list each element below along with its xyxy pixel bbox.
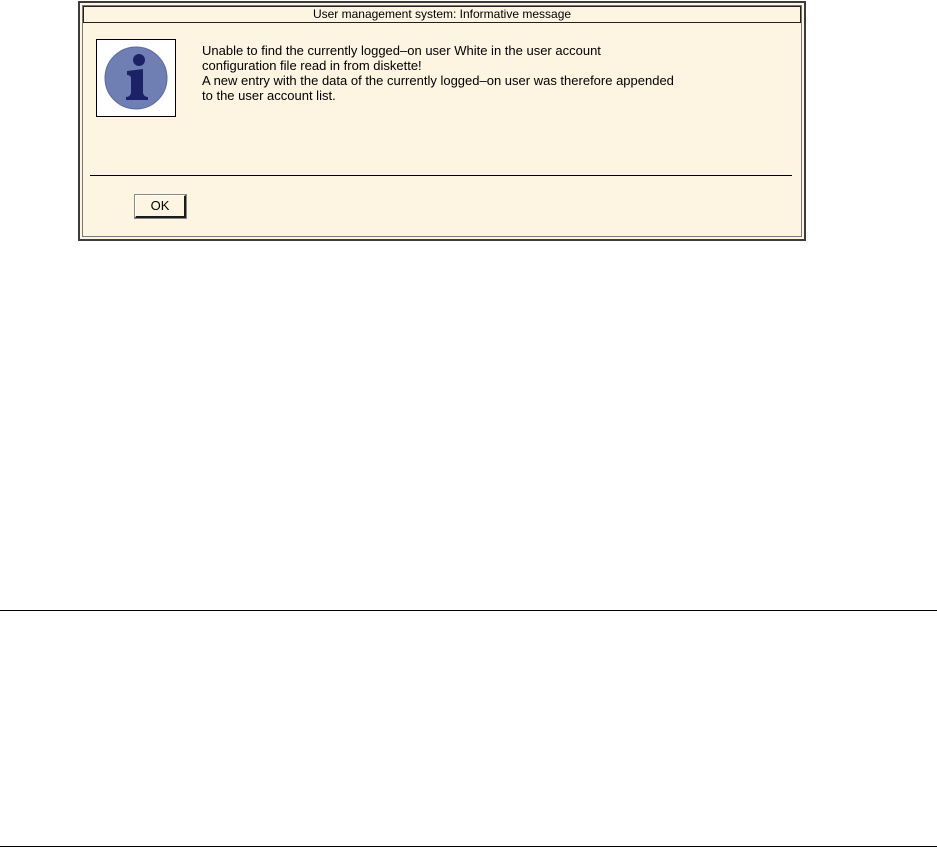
page-divider [0, 610, 937, 611]
message-line: configuration file read in from diskette! [202, 58, 422, 73]
informative-message-dialog [78, 1, 806, 241]
message-line: Unable to find the currently logged–on user White in the user account [202, 43, 601, 58]
message-line: to the user account list. [202, 88, 336, 103]
info-icon [97, 40, 175, 116]
page-divider [0, 846, 937, 847]
message-line: A new entry with the data of the currently logged–on user was therefore appended [202, 73, 674, 88]
dialog-title: User management system: Informative message [83, 6, 801, 23]
info-icon-frame [96, 39, 176, 117]
dialog-separator [90, 175, 792, 176]
message-text [202, 43, 802, 103]
ok-button[interactable]: OK [135, 195, 186, 218]
